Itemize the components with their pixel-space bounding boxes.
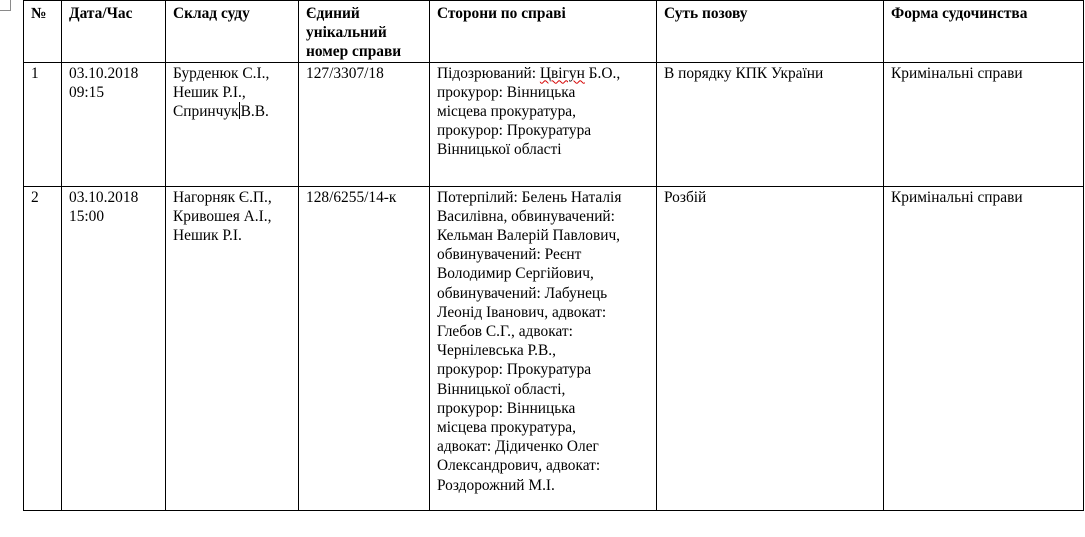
header-proceeding-form: Форма судочинства — [884, 1, 1084, 63]
cell-case-number: 127/3307/18 — [299, 62, 430, 186]
header-row — [24, 1, 1084, 63]
table-header — [24, 1, 1084, 63]
page-corner-mark — [0, 0, 11, 11]
header-case-number: Єдиний унікальний номер справи — [299, 1, 430, 63]
cell-proceeding-form: Кримінальні справи — [884, 62, 1084, 186]
court-member-3-initials: В.В. — [240, 103, 269, 121]
table-row — [24, 186, 1084, 510]
header-claim: Суть позову — [657, 1, 884, 63]
cell-case-number: 128/6255/14-к — [299, 186, 430, 510]
cell-claim: Розбій — [657, 186, 884, 510]
table-row — [24, 62, 1084, 186]
cell-number: 1 — [24, 62, 62, 186]
court-member-1: Бурденюк С.І., — [173, 64, 270, 82]
court-member-3-surname: Спринчук — [173, 103, 239, 121]
cell-datetime: 03.10.2018 15:00 — [62, 186, 166, 510]
spell-error-word[interactable]: Цвігун — [539, 64, 585, 82]
header-number: № — [24, 1, 62, 63]
parties-prefix: Підозрюваний: — [437, 64, 540, 82]
cell-proceeding-form: Кримінальні справи — [884, 186, 1084, 510]
table-body — [24, 62, 1084, 510]
court-schedule-table — [23, 0, 1084, 511]
cell-parties: Потерпілий: Белень Наталія Василівна, обвинувачений: Кельман Валерій Павлович, обвинувачений: Реєнт Володимир Сергійович, обвинувачений: Лабунець Леонід Іванович, адвокат: Глебов С.Г., адвокат: Чернілевська Р.В., прокурор: Прокуратура Вінницької області, прокурор: Вінницька місцева прокуратура, адвокат: Дідиченко Олег Олександрович, адвокат: Роздорожний М.І. — [430, 186, 657, 510]
parties-rest: Б.О., прокурор: Вінницька місцева прокуратура, прокурор: Прокуратура Вінницької області — [437, 64, 621, 159]
cell-court — [166, 62, 299, 186]
header-court: Склад суду — [166, 1, 299, 63]
header-datetime: Дата/Час — [62, 1, 166, 63]
header-parties: Сторони по справі — [430, 1, 657, 63]
cell-datetime: 03.10.2018 09:15 — [62, 62, 166, 186]
cell-parties — [430, 62, 657, 186]
cell-court: Нагорняк Є.П., Кривошея А.І., Нешик Р.І. — [166, 186, 299, 510]
cell-number: 2 — [24, 186, 62, 510]
court-member-2: Нешик Р.І., — [173, 83, 246, 101]
text-cursor — [239, 102, 240, 119]
cell-claim: В порядку КПК України — [657, 62, 884, 186]
